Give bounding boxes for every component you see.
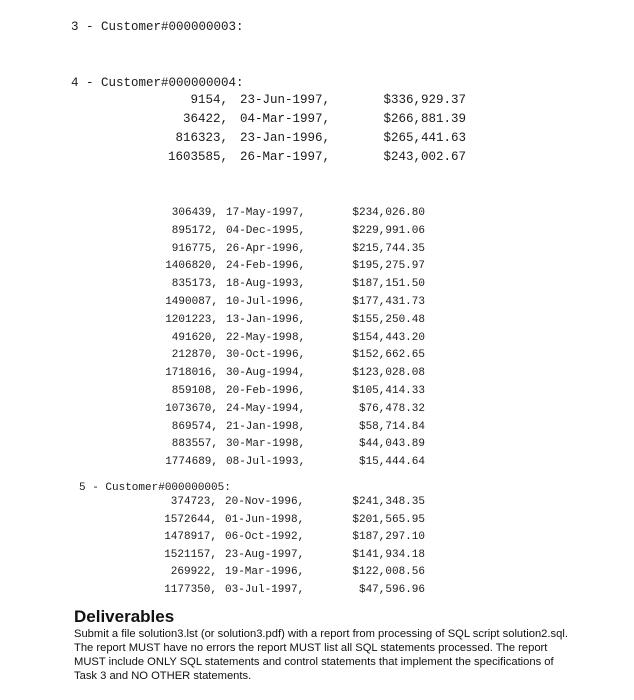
- order-amount: $105,414.33: [352, 385, 425, 397]
- order-row: [0, 349, 634, 367]
- order-row: [0, 260, 634, 278]
- order-key: 269922,: [170, 566, 217, 578]
- order-row: [0, 296, 634, 314]
- order-amount: $336,929.37: [383, 93, 466, 107]
- order-key: 1572644,: [164, 513, 217, 526]
- order-amount: $195,275.97: [352, 260, 425, 273]
- order-date: 23-Jan-1996,: [240, 131, 331, 145]
- order-date: 03-Jul-1997,: [225, 583, 305, 596]
- deliverables-heading: Deliverables: [74, 607, 175, 626]
- order-date: 26-Apr-1996,: [226, 242, 306, 255]
- order-row: [0, 584, 634, 602]
- order-row: [0, 531, 634, 549]
- order-date: 13-Jan-1996,: [226, 313, 306, 326]
- order-amount: $47,596.96: [358, 583, 425, 596]
- order-amount: $265,441.63: [383, 131, 466, 145]
- order-row: [0, 278, 634, 296]
- order-date: 30-Oct-1996,: [226, 349, 306, 362]
- order-row: [0, 566, 634, 584]
- order-date: 22-May-1998,: [226, 331, 306, 344]
- order-amount: $122,008.56: [352, 566, 425, 578]
- order-row: [0, 243, 634, 261]
- order-key: 374723,: [170, 496, 217, 508]
- order-date: 21-Jan-1998,: [226, 420, 306, 433]
- order-key: 1073670,: [165, 402, 218, 415]
- order-date: 23-Aug-1997,: [225, 548, 305, 561]
- order-amount: $201,565.95: [352, 513, 425, 526]
- order-row: [0, 225, 634, 243]
- order-row: [0, 403, 634, 421]
- order-date: 17-May-1997,: [226, 207, 306, 219]
- customer-5-heading: 5 - Customer#000000005:: [79, 482, 231, 494]
- order-key: 1201223,: [165, 313, 218, 326]
- order-amount: $241,348.35: [352, 496, 425, 508]
- order-key: 816323,: [175, 131, 228, 145]
- customer-3-heading: 3 - Customer#000000003:: [71, 20, 244, 34]
- order-row: [0, 93, 634, 111]
- order-key: 1177350,: [164, 583, 217, 596]
- order-key: 9154,: [190, 93, 228, 107]
- order-date: 26-Mar-1997,: [240, 150, 331, 164]
- order-amount: $229,991.06: [352, 224, 425, 237]
- order-key: 883557,: [171, 438, 218, 451]
- order-amount: $44,043.89: [358, 438, 425, 451]
- order-amount: $215,744.35: [352, 242, 425, 255]
- order-key: 1603585,: [167, 150, 228, 164]
- order-key: 212870,: [171, 349, 218, 362]
- order-key: 916775,: [171, 242, 218, 255]
- order-date: 04-Mar-1997,: [240, 112, 331, 126]
- order-row: [0, 385, 634, 403]
- order-key: 36422,: [182, 112, 228, 126]
- order-date: 24-Feb-1996,: [226, 260, 306, 273]
- order-date: 23-Jun-1997,: [240, 93, 331, 107]
- order-date: 19-Mar-1996,: [225, 566, 305, 578]
- order-date: 08-Jul-1993,: [226, 456, 306, 469]
- order-key: 869574,: [171, 420, 218, 433]
- order-key: 306439,: [171, 207, 218, 219]
- order-amount: $152,662.65: [352, 349, 425, 362]
- order-amount: $187,151.50: [352, 278, 425, 291]
- order-key: 1478917,: [164, 531, 217, 543]
- order-amount: $15,444.64: [358, 456, 425, 469]
- order-date: 10-Jul-1996,: [226, 296, 306, 308]
- customer-4-heading: 4 - Customer#000000004:: [71, 76, 244, 90]
- order-amount: $154,443.20: [352, 331, 425, 344]
- order-key: 859108,: [171, 385, 218, 397]
- order-row: [0, 332, 634, 350]
- order-row: [0, 438, 634, 456]
- order-key: 1490087,: [165, 296, 218, 308]
- order-date: 20-Nov-1996,: [225, 496, 305, 508]
- order-amount: $141,934.18: [352, 548, 425, 561]
- order-amount: $187,297.10: [352, 531, 425, 543]
- order-key: 1774689,: [165, 456, 218, 469]
- order-date: 18-Aug-1993,: [226, 278, 306, 291]
- order-amount: $76,478.32: [358, 402, 425, 415]
- order-date: 24-May-1994,: [226, 402, 306, 415]
- order-amount: $58,714.84: [358, 420, 425, 433]
- deliverables-text: Submit a file solution3.lst (or solution3.pdf) with a report from processing of SQL script solution2.sql. The report MUST have no errors the report MUST list all SQL statements processed. The report MUST include ONLY SQL statements and control statements that implement the specifications of Task 3 and NO OTHER statements.: [74, 628, 568, 682]
- order-amount: $243,002.67: [383, 150, 466, 164]
- order-key: 895172,: [171, 224, 218, 237]
- order-amount: $234,026.80: [352, 207, 425, 219]
- order-date: 20-Feb-1996,: [226, 385, 306, 397]
- order-amount: $177,431.73: [352, 296, 425, 308]
- order-row: [0, 421, 634, 439]
- order-key: 1521157,: [164, 548, 217, 561]
- order-row: [0, 367, 634, 385]
- order-row: [0, 207, 634, 225]
- order-key: 1718016,: [165, 367, 218, 380]
- order-row: [0, 549, 634, 567]
- order-row: [0, 150, 634, 168]
- order-row: [0, 456, 634, 474]
- order-row: [0, 131, 634, 149]
- order-date: 30-Mar-1998,: [226, 438, 306, 451]
- order-key: 1406820,: [165, 260, 218, 273]
- order-row: [0, 314, 634, 332]
- order-row: [0, 112, 634, 130]
- order-date: 04-Dec-1995,: [226, 224, 306, 237]
- order-date: 06-Oct-1992,: [225, 531, 305, 543]
- order-key: 491620,: [171, 331, 218, 344]
- order-date: 01-Jun-1998,: [225, 513, 305, 526]
- order-row: [0, 514, 634, 532]
- order-amount: $155,250.48: [352, 313, 425, 326]
- order-amount: $266,881.39: [383, 112, 466, 126]
- order-date: 30-Aug-1994,: [226, 367, 306, 380]
- order-amount: $123,028.08: [352, 367, 425, 380]
- order-row: [0, 496, 634, 514]
- order-key: 835173,: [171, 278, 218, 291]
